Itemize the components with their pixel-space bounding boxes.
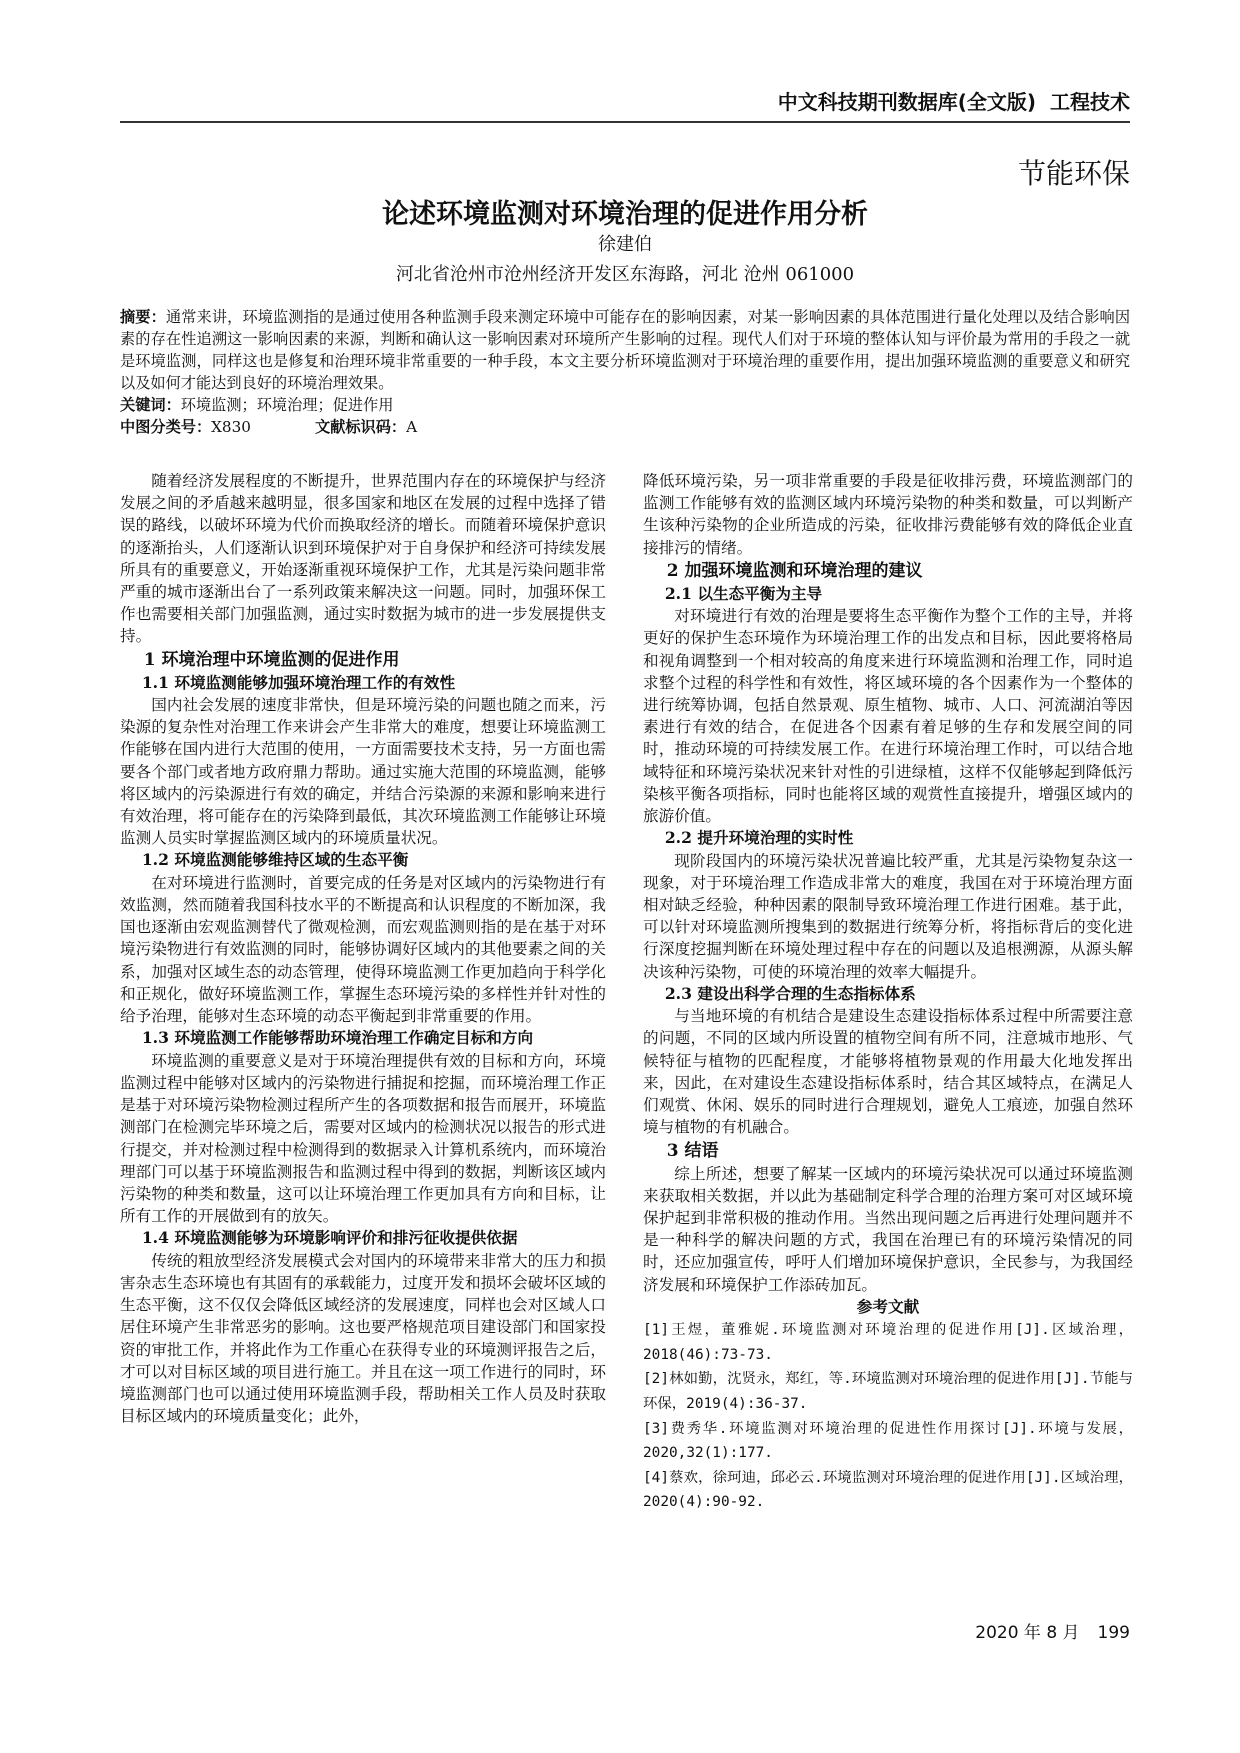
heading-1-4: 1.4 环境监测能够为环境影响评价和排污征收提供依据	[141, 1228, 518, 1248]
heading-2-1: 2.1 以生态平衡为主导	[664, 583, 823, 603]
paragraph-1-4: 传统的粗放型经济发展模式会对国内的环境带来非常大的压力和损害杂志生态环境也有其固有的承载能力，过度开发和损坏会破坏区域的生态平衡，这不仅仅会降低区域经济的发展速度，同样也会对区域人口居住环境产生非常恶劣的影响。这也要严格规范项目建设部门和国家投资的审批工作，并将此作为工作重心在获得专业的环境测评报告之后，才可以对目标区域的项目进行施工。并且在这一项工作进行的同时，环境监测部门也可以通过使用环境监测手段，帮助相关工作人员及时获取目标区域内的环境质量变化；此外，	[120, 1251, 606, 1426]
keywords-label: 关键词：	[120, 396, 181, 414]
intro-paragraph: 随着经济发展程度的不断提升，世界范围内存在的环境保护与经济发展之间的矛盾越来越明显，很多国家和地区在发展的过程中选择了错误的路线，以破坏环境为代价而换取经济的增长。而随着环境保护意识的逐渐抬头，人们逐渐认识到环境保护对于自身保护和经济可持续发展所具有的重要意义，开始逐渐重视环境保护工作，尤其是污染问题非常严重的城市逐渐出台了一系列政策来解决这一问题。同时，加强环保工作也需要相关部门加强监测，通过实时数据为城市的进一步发展提供支持。	[120, 472, 606, 646]
affiliation: 河北省沧州市沧州经济开发区东海路，河北 沧州 061000	[395, 264, 855, 285]
paragraph-1-2: 在对环境进行监测时，首要完成的任务是对区域内的污染物进行有效监测，然而随着我国科技水平的不断提高和认识程度的不断加深，我国也逐渐由宏观监测替代了微观检测，而宏观监测则指的是在基于对环境污染物进行有效监测的同时，能够协调好区域内的其他要素之间的关系，加强对区域生态的动态管理，使得环境监测工作更加趋向于科学化和正规化，做好环境监测工作，掌握生态环境污染的多样性并针对性的给予治理，能够对生态环境的动态平衡起到非常重要的作用。	[120, 873, 606, 1026]
article-title: 论述环境监测对环境治理的促进作用分析	[382, 199, 868, 230]
paragraph-1-4-continued: 降低环境污染，另一项非常重要的手段是征收排污费，环境监测部门的监测工作能够有效的监测区域内环境污染物的种类和数量，可以判断产生该种污染物的企业所造成的污染，征收排污费能够有效的降低企业直接排污的情绪。	[643, 472, 1133, 557]
keywords: 环境监测；环境治理；促进作用	[180, 396, 394, 414]
header-rule	[120, 121, 1130, 123]
heading-3: 3 结语	[666, 1140, 719, 1161]
heading-2-3: 2.3 建设出科学合理的生态指标体系	[664, 983, 916, 1003]
doc-code: A	[406, 418, 418, 436]
abstract-text: 通常来讲，环境监测指的是通过使用各种监测手段来测定环境中可能存在的影响因素，对某一影响因素的具体范围进行量化处理以及结合影响因素的存在性追溯这一影响因素的来源，判断和确认这一影响因素对环境所产生影响的过程。现代人们对于环境的整体认知与评价最为常用的手段之一就是环境监测，同样这也是修复和治理环境非常重要的一种手段，本文主要分析环境监测对于环境治理的重要作用，提出加强环境监测的重要意义和研究以及如何才能达到良好的环境治理效果。	[120, 308, 1131, 392]
doc-code-label: 文献标识码：	[314, 418, 407, 436]
paragraph-2-2: 现阶段国内的环境污染状况普遍比较严重，尤其是污染物复杂这一现象，对于环境治理工作造成非常大的难度，我国在对于环境治理方面相对缺乏经验，种种因素的限制导致环境治理工作进行困难。基于此，可以针对环境监测所搜集到的数据进行统筹分析，将指标背后的变化进行深度挖掘判断在环境处理过程中存在的问题以及追根溯源，从源头解决该种污染物，可使的环境治理的效率大幅提升。	[643, 851, 1133, 981]
left-column	[120, 470, 606, 1427]
reference-item: [3]费秀华.环境监测对环境治理的促进性作用探讨[J].环境与发展，2020,32(1):177.	[643, 1420, 1133, 1462]
page-number: 199	[1097, 1623, 1130, 1643]
abstract-block	[120, 306, 1130, 438]
heading-2: 2 加强环境监测和环境治理的建议	[666, 560, 923, 581]
clc-code: X830	[211, 418, 251, 436]
author: 徐建伯	[598, 234, 652, 255]
reference-item: [1]王煜，董雅妮.环境监测对环境治理的促进作用[J].区域治理，2018(46):73-73.	[643, 1322, 1133, 1363]
paragraph-3: 综上所述，想要了解某一区域内的环境污染状况可以通过环境监测来获取相关数据，并以此为基础制定科学合理的治理方案可对区域环境保护起到非常积极的推动作用。当然出现问题之后再进行处理问题并不是一种科学的解决问题的方式，我国在治理已有的环境污染情况的同时，还应加强宣传，呼吁人们增加环境保护意识，全民参与，为我国经济发展和环境保护工作添砖加瓦。	[643, 1164, 1133, 1294]
heading-2-2: 2.2 提升环境治理的实时性	[664, 828, 854, 848]
references-title: 参考文献	[856, 1296, 920, 1316]
heading-1-2: 1.2 环境监测能够维持区域的生态平衡	[141, 850, 409, 870]
heading-1: 1 环境治理中环境监测的促进作用	[143, 649, 400, 670]
paragraph-1-3: 环境监测的重要意义是对于环境治理提供有效的目标和方向，环境监测过程中能够对区域内的污染物进行捕捉和挖掘，而环境治理工作正是基于对环境污染物检测过程所产生的各项数据和报告而展开，环境监测部门在检测完毕环境之后，需要对区域内的检测状况以报告的形式进行提交，并对检测过程中检测得到的数据录入计算机系统内，而环境治理部门可以基于环境监测报告和监测过程中得到的数据，判断该区域内污染物的种类和数量，这可以让环境治理工作更加具有方向和目标，让所有工作的开展做到有的放矢。	[120, 1051, 606, 1226]
abstract-label: 摘要：	[120, 308, 166, 326]
journal-name: 中文科技期刊数据库(全文版)	[777, 90, 1036, 114]
abstract	[120, 306, 1130, 394]
paragraph-1-1: 国内社会发展的速度非常快，但是环境污染的问题也随之而来，污染源的复杂性对治理工作来讲会产生非常大的难度，想要让环境监测工作能够在国内进行大范围的使用，一方面需要技术支持，另一方面也需要各个部门或者地方政府鼎力帮助。通过实施大范围的环境监测，能够将区域内的污染源进行有效的确定，并结合污染源的来源和影响来进行有效治理，将可能存在的污染降到最低，其次环境监测工作能够让环境监测人员实时掌握监测区域内的环境质量状况。	[120, 696, 606, 848]
paragraph-2-1: 对环境进行有效的治理是要将生态平衡作为整个工作的主导，并将更好的保护生态环境作为环境治理工作的出发点和目标，因此要将格局和视角调整到一个相对较高的角度来进行环境监测和治理工作，同时追求整个过程的科学性和有效性，将区域环境的各个因素作为一个整体的进行统筹协调，包括自然景观、原生植物、城市、人口、河流湖泊等因素进行有效的结合，在促进各个因素有着足够的生存和发展空间的同时，推动环境的可持续发展工作。在进行环境治理工作时，可以结合地域特征和环境污染状况来针对性的引进绿植，这样不仅能够起到降低污染核平衡各项指标，同时也能将区域的观赏性直接提升，增强区域内的旅游价值。	[643, 607, 1133, 826]
right-column	[643, 470, 1133, 1515]
journal-category: 工程技术	[1050, 90, 1130, 114]
heading-1-1: 1.1 环境监测能够加强环境治理工作的有效性	[141, 672, 456, 692]
classification-line	[120, 416, 1130, 438]
page-footer	[900, 1618, 1130, 1643]
reference-item: [2]林如勤，沈贤永，郑红，等.环境监测对环境治理的促进作用[J].节能与环保，2019(4):36-37.	[643, 1371, 1133, 1412]
paragraph-2-3: 与当地环境的有机结合是建设生态建设指标体系过程中所需要注意的问题，不同的区域内所设置的植物空间有所不同，注意城市地形、气候特征与植物的匹配程度，才能够将植物景观的作用最大化地发挥出来，因此，在对建设生态建设指标体系时，结合其区域特点，在满足人们观赏、休闲、娱乐的同时进行合理规划，避免人工痕迹，加强自然环境与植物的有机融合。	[643, 1007, 1133, 1137]
section-tag: 节能环保	[1017, 157, 1130, 190]
clc-label: 中图分类号：	[120, 418, 212, 436]
keywords-line	[120, 394, 1130, 416]
issue-date: 2020 年 8 月	[975, 1623, 1080, 1643]
journal-header	[640, 86, 1130, 115]
reference-item: [4]蔡欢，徐珂迪，邱必云.环境监测对环境治理的促进作用[J].区域治理，2020(4):90-92.	[643, 1469, 1133, 1511]
heading-1-3: 1.3 环境监测工作能够帮助环境治理工作确定目标和方向	[141, 1028, 534, 1048]
